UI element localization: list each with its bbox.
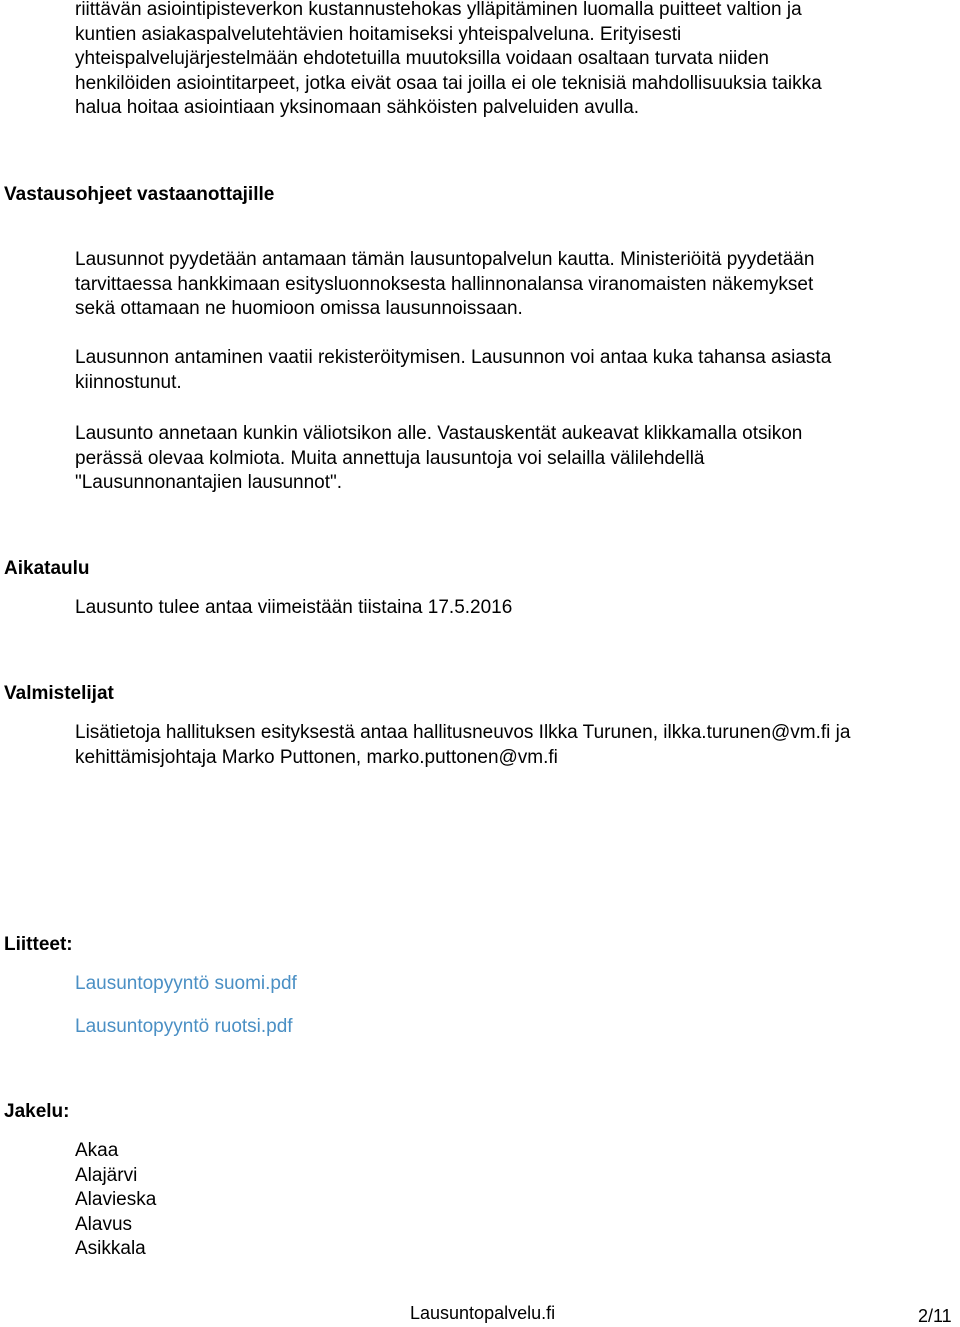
attachment-link-finnish[interactable]: Lausuntopyyntö suomi.pdf: [75, 973, 297, 994]
intro-line: yhteispalvelujärjestelmään ehdotetuilla muutoksilla voidaan osaltaan turvata niiden: [75, 48, 769, 70]
distribution-item: Alavieska: [75, 1189, 157, 1211]
distribution-item: Alavus: [75, 1213, 133, 1235]
schedule-text: Lausunto tulee antaa viimeistään tiistaina 17.5.2016: [75, 597, 513, 618]
instructions-paragraph-1: [75, 248, 814, 322]
attachment-link-swedish[interactable]: Lausuntopyyntö ruotsi.pdf: [75, 1016, 293, 1037]
intro-line: henkilöiden asiointitarpeet, jotka eivät osaa tai joilla ei ole teknisiä mahdollisuuksia taikka: [75, 72, 822, 94]
instructions-paragraph-2: [75, 346, 831, 395]
attachments-heading: Liitteet:: [4, 934, 73, 955]
instructions-text: "Lausunnonantajien lausunnot".: [75, 472, 343, 494]
instructions-text: tarvittaessa hankkimaan esitysluonnoksesta hallinnonalansa viranomaisten näkemykset: [75, 273, 814, 295]
distribution-list: [75, 1139, 156, 1262]
intro-line: halua hoitaa asiointiaan yksinomaan sähköisten palveluiden avulla.: [75, 97, 640, 119]
instructions-text: Ministeriöitä pyydetään: [620, 249, 815, 270]
instructions-text: sekä ottamaan ne huomioon omissa lausunnoissaan.: [75, 298, 523, 320]
instructions-heading: Vastausohjeet vastaanottajille: [4, 184, 275, 205]
distribution-item: Asikkala: [75, 1238, 146, 1260]
schedule-heading: Aikataulu: [4, 558, 90, 579]
intro-line: kuntien asiakaspalvelutehtävien hoitamiseksi yhteispalveluna. Erityisesti: [75, 23, 682, 45]
preparers-line: Lisätietoja hallituksen esityksestä antaa hallitusneuvos Ilkka Turunen, ilkka.turunen@vm.fi ja: [75, 722, 851, 743]
distribution-item: Alajärvi: [75, 1164, 138, 1186]
intro-paragraph: [75, 0, 822, 121]
instructions-text: kiinnostunut.: [75, 371, 182, 393]
footer-page-number: 2/11: [918, 1306, 952, 1326]
instructions-text: Lausunnon antaminen vaatii rekisteröitymisen. Lausunnon voi antaa kuka tahansa asiasta: [75, 347, 832, 368]
footer-site-name: Lausuntopalvelu.fi: [410, 1303, 556, 1323]
instructions-text: perässä olevaa kolmiota. Muita annettuja lausuntoja voi selailla välilehdellä: [75, 447, 705, 469]
distribution-item: Akaa: [75, 1140, 119, 1161]
instructions-paragraph-3: [75, 422, 802, 496]
instructions-text: Lausunto annetaan kunkin väliotsikon alle. Vastauskentät aukeavat klikkamalla otsikon: [75, 423, 803, 444]
intro-line: riittävän asiointipisteverkon kustannustehokas ylläpitäminen luomalla puitteet valtion ja: [75, 0, 802, 20]
distribution-heading: Jakelu:: [4, 1101, 70, 1122]
instructions-text: Lausunnot pyydetään antamaan tämän lausuntopalvelun kautta.: [75, 249, 615, 270]
preparers-line: kehittämisjohtaja Marko Puttonen, marko.puttonen@vm.fi: [75, 746, 558, 768]
preparers-text: [75, 721, 850, 770]
preparers-heading: Valmistelijat: [4, 683, 114, 704]
